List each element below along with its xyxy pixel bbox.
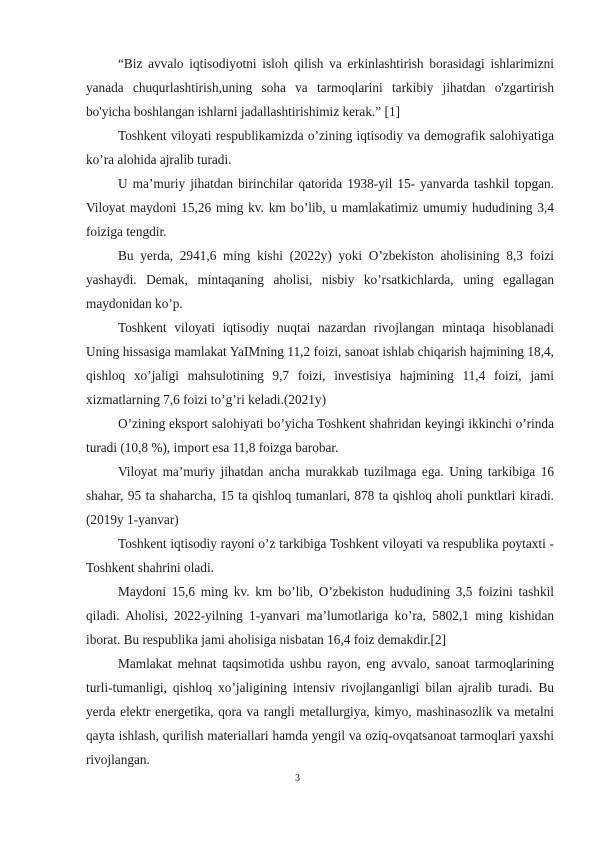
paragraph: Toshkent viloyati iqtisodiy nuqtai nazardan rivojlangan mintaqa hisoblanadi Uning hissasiga mamlakat YaIMning 11,2 foizi, sanoat ishlab chiqarish hajmining 18,4, qishloq xo’jaligi mahsulotining 9,7 foizi, investisiya hajmining 11,4 foizi, jami xizmatlarning 7,6 foizi to’g’ri keladi.(2021y) bbox=[86, 320, 554, 407]
paragraph: Bu yerda, 2941,6 ming kishi (2022y) yoki O’zbekiston aholisining 8,3 foizi yashaydi. Demak, mintaqaning aholisi, nisbiy ko’rsatkichlarda, uning egallagan maydonidan ko’p. bbox=[86, 248, 554, 311]
paragraph: O’zining eksport salohiyati bo’yicha Toshkent shahridan keyingi ikkinchi o’rinda turadi (10,8 %), import esa 11,8 foizga barobar. bbox=[86, 416, 554, 455]
page-number: 3 bbox=[295, 773, 300, 784]
paragraph: Maydoni 15,6 ming kv. km bo’lib, O’zbekiston hududining 3,5 foizini tashkil qiladi. Aholisi, 2022-yilning 1-yanvari ma’lumotlariga ko’ra, 5802,1 ming kishidan iborat. Bu respublika jami aholisiga nisbatan 16,4 foiz demakdir.[2] bbox=[86, 584, 554, 647]
paragraph: Viloyat ma’muriy jihatdan ancha murakkab tuzilmaga ega. Uning tarkibiga 16 shahar, 95 ta shaharcha, 15 ta qishloq tumanlari, 878 ta qishloq aholi punktlari kiradi.(2019y 1-yanvar) bbox=[86, 464, 554, 527]
paragraph: U ma’muriy jihatdan birinchilar qatorida 1938-yil 15- yanvarda tashkil topgan. Viloyat maydoni 15,26 ming kv. km bo’lib, u mamlakatimiz umumiy hududining 3,4 foiziga tengdir. bbox=[86, 176, 554, 239]
paragraph: Mamlakat mehnat taqsimotida ushbu rayon, eng avvalo, sanoat tarmoqlarining turli-tumanligi, qishloq xo’jaligining intensiv rivojlanganligi bilan ajralib turadi. Bu yerda elektr energetika, qora va rangli metallurgiya, kimyo, mashinasozlik va metalni qayta ishlash, qurilish materiallari hamda yengil va oziq-ovqatsanoat tarmoqlari yaxshi rivojlangan. bbox=[86, 656, 554, 767]
paragraph: “Biz avvalo iqtisodiyotni isloh qilish va erkinlashtirish borasidagi ishlarimizni yanada chuqurlashtirish,uning soha va tarmoqlarini tarkibiy jihatdan o'zgartirish bo'yicha boshlangan ishlarni jadallashtirishimiz kerak.” [1] bbox=[86, 56, 554, 119]
paragraph: Toshkent viloyati respublikamizda o’zining iqtisodiy va demografik salohiyatiga ko’ra alohida ajralib turadi. bbox=[86, 128, 554, 167]
paragraph: Toshkent iqtisodiy rayoni o’z tarkibiga Toshkent viloyati va respublika poytaxti - Toshkent shahrini oladi. bbox=[86, 536, 554, 575]
document-body bbox=[86, 52, 554, 772]
